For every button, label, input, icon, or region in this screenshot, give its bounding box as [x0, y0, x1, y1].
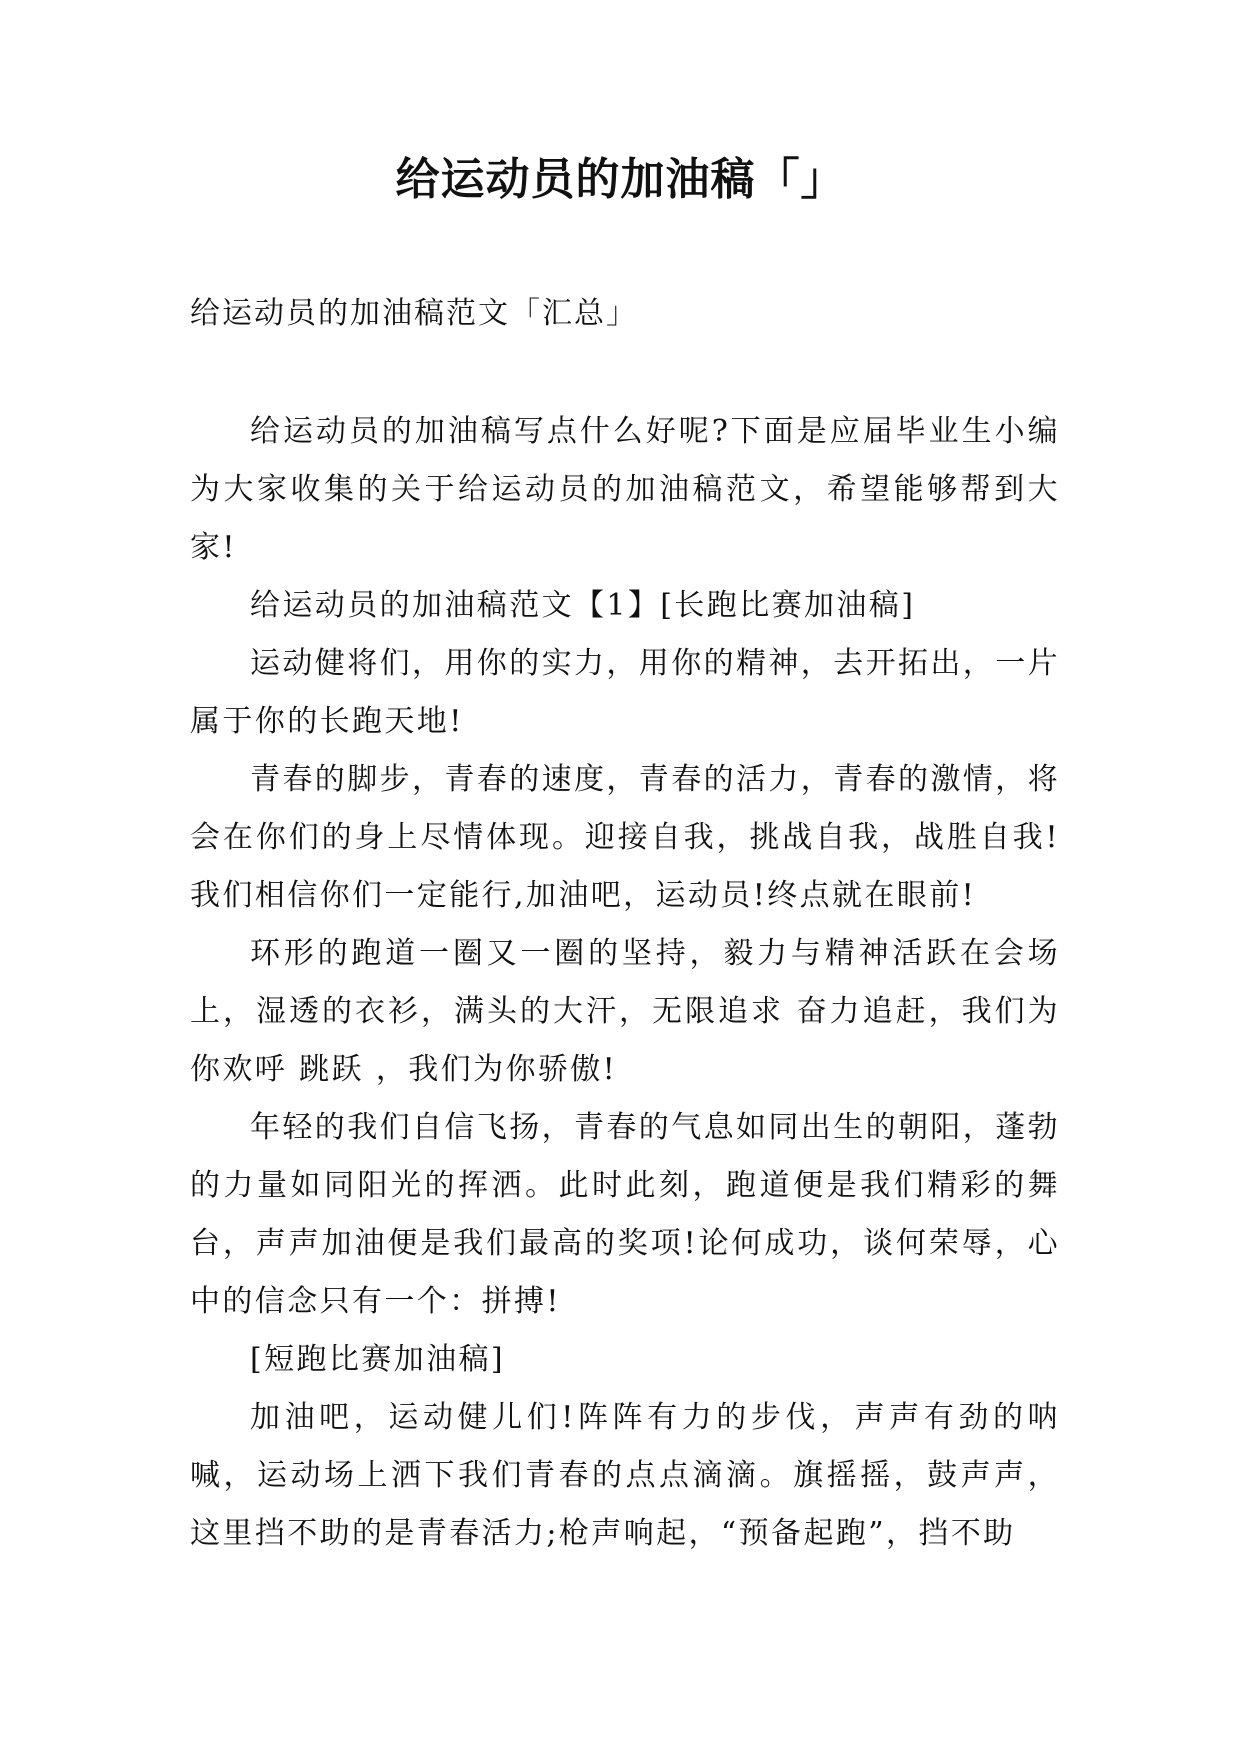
document-body [190, 403, 1060, 1563]
document-subtitle: 给运动员的加油稿范文「汇总」 [190, 296, 638, 331]
paragraph-section-heading [190, 577, 1060, 635]
paragraph-text: 给运动员的加油稿写点什么好呢?下面是应届毕业生小编为大家收集的关于给运动员的加油稿范文，希望能够帮到大家! [190, 414, 1060, 565]
paragraph-long-run-4 [190, 1099, 1060, 1331]
paragraph-sprint-1 [190, 1389, 1060, 1563]
paragraph-long-run-1 [190, 635, 1060, 751]
paragraph-intro [190, 403, 1060, 577]
sprint-heading-text: [短跑比赛加油稿] [250, 1342, 506, 1377]
section-heading-text: 给运动员的加油稿范文【1】 [250, 588, 661, 623]
paragraph-text: 运动健将们，用你的实力，用你的精神，去开拓出，一片属于你的长跑天地! [190, 646, 1060, 739]
paragraph-long-run-3 [190, 925, 1060, 1099]
paragraph-sprint-heading [190, 1331, 1060, 1389]
section-heading-subtitle: [长跑比赛加油稿] [660, 588, 916, 623]
document-title: 给运动员的加油稿「」 [395, 154, 846, 205]
paragraph-text: 加油吧，运动健儿们!阵阵有力的步伐，声声有劲的呐喊，运动场上洒下我们青春的点点滴滴。旗摇摇，鼓声声，这里挡不助的是青春活力;枪声响起，“预备起跑”，挡不助 [190, 1400, 1060, 1551]
paragraph-text: 环形的跑道一圈又一圈的坚持，毅力与精神活跃在会场上，湿透的衣衫，满头的大汗，无限追求 奋力追赶，我们为你欢呼 跳跃 ，我们为你骄傲! [190, 936, 1060, 1087]
paragraph-text: 年轻的我们自信飞扬，青春的气息如同出生的朝阳，蓬勃的力量如同阳光的挥洒。此时此刻，跑道便是我们精彩的舞台，声声加油便是我们最高的奖项!论何成功，谈何荣辱，心中的信念只有一个：拼搏! [190, 1110, 1060, 1319]
paragraph-text: 青春的脚步，青春的速度，青春的活力，青春的激情，将会在你们的身上尽情体现。迎接自我，挑战自我，战胜自我!我们相信你们一定能行,加油吧，运动员!终点就在眼前! [190, 762, 1060, 913]
paragraph-long-run-2 [190, 751, 1060, 925]
